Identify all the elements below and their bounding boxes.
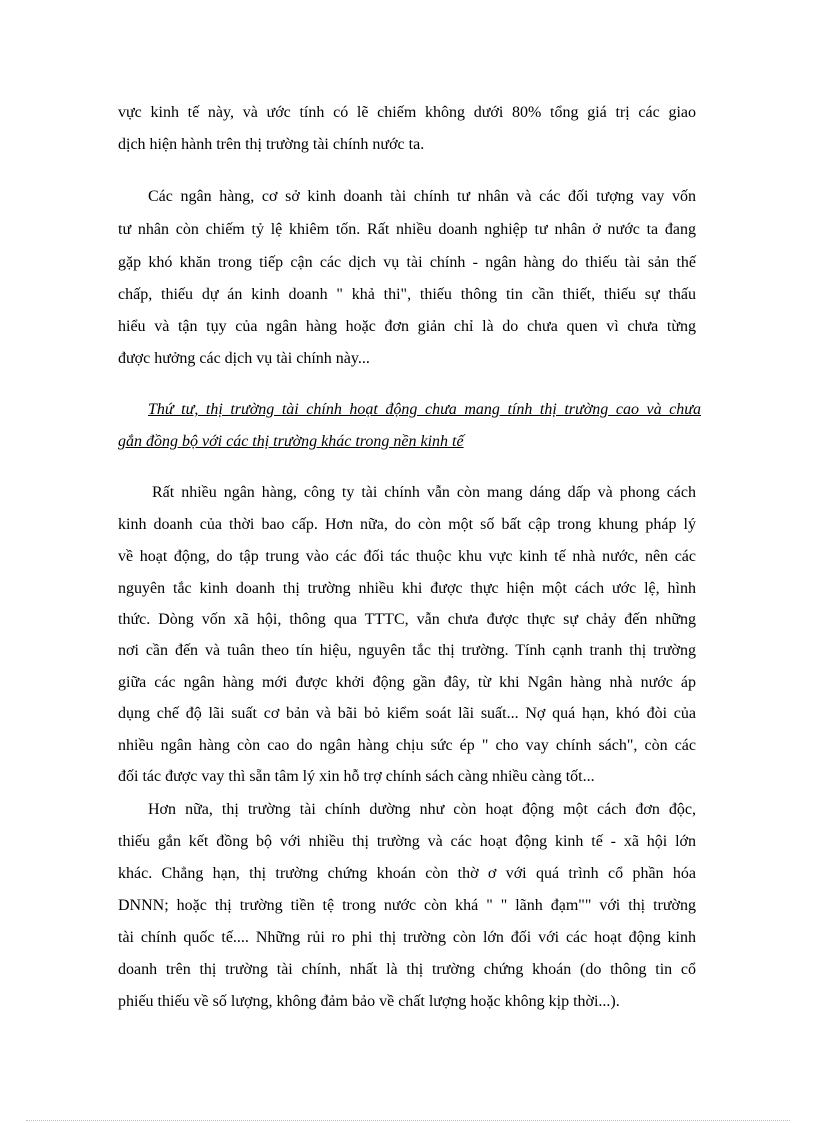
paragraph-2-line-3: gặp khó khăn trong tiếp cận các dịch vụ tài chính - ngân hàng do thiếu tài sản thế (118, 254, 696, 271)
paragraph-4-line-2: thiếu gắn kết đồng bộ với nhiều thị trường và các hoạt động kinh tế - xã hội lớn (118, 833, 696, 850)
paragraph-3-line-6: nơi cần đến và tuân theo tín hiệu, nguyên tắc thị trường. Tính cạnh tranh thị trường (118, 642, 696, 659)
paragraph-1-line-1: vực kinh tế này, và ước tính có lẽ chiếm không dưới 80% tổng giá trị các giao (118, 104, 696, 121)
paragraph-3-line-10: đối tác được vay thì sẵn tâm lý xin hỗ trợ chính sách càng nhiều càng tốt... (118, 768, 595, 785)
paragraph-3-line-9: nhiều ngân hàng còn cao do ngân hàng chịu sức ép " cho vay chính sách", còn các (118, 737, 696, 754)
paragraph-1-line-2: dịch hiện hành trên thị trường tài chính nước ta. (118, 136, 425, 153)
paragraph-2-line-1: Các ngân hàng, cơ sở kinh doanh tài chính tư nhân và các đối tượng vay vốn (148, 188, 696, 205)
paragraph-3-line-3: về hoạt động, do tập trung vào các đối tác thuộc khu vực kinh tế nhà nước, nên các (118, 548, 696, 565)
page-bottom-divider (26, 1120, 790, 1121)
paragraph-2-line-4: chấp, thiếu dự án kinh doanh " khả thi", thiếu thông tin cần thiết, thiếu sự thấu (118, 286, 696, 303)
paragraph-3-line-2: kinh doanh của thời bao cấp. Hơn nữa, do còn một số bất cập trong khung pháp lý (118, 516, 696, 533)
paragraph-4-line-6: doanh trên thị trường tài chính, nhất là thị trường chứng khoán (do thông tin cổ (118, 961, 696, 978)
paragraph-3-line-4: nguyên tắc kinh doanh thị trường nhiều khi được thực hiện một cách ước lệ, hình (118, 580, 696, 597)
paragraph-2-line-2: tư nhân còn chiếm tỷ lệ khiêm tốn. Rất nhiều doanh nghiệp tư nhân ở nước ta đang (118, 221, 696, 238)
section-heading-line-1: Thứ tư, thị trường tài chính hoạt động chưa mang tính thị trường cao và chưa (148, 401, 701, 418)
paragraph-4-line-5: tài chính quốc tế.... Những rủi ro phi thị trường còn lớn đối với các hoạt động kinh (118, 929, 696, 946)
section-heading-line-2: gắn đồng bộ với các thị trường khác trong nền kinh tế (118, 433, 464, 450)
paragraph-2-line-5: hiểu và tận tụy của ngân hàng hoặc đơn giản chỉ là do chưa quen vì chưa từng (118, 318, 696, 335)
paragraph-4-line-4: DNNN; hoặc thị trường tiền tệ trong nước còn khá " " lãnh đạm"" với thị trường (118, 897, 696, 914)
paragraph-3-line-5: thức. Dòng vốn xã hội, thông qua TTTC, vẫn chưa được thực sự chảy đến những (118, 611, 696, 628)
paragraph-3-line-8: dụng chế độ lãi suất cơ bản và bãi bỏ kiểm soát lãi suất... Nợ quá hạn, khó đòi của (118, 705, 696, 722)
paragraph-3-line-7: giữa các ngân hàng mới được khởi động gần đây, từ khi Ngân hàng nhà nước áp (118, 674, 696, 691)
paragraph-2-line-6: được hưởng các dịch vụ tài chính này... (118, 350, 370, 367)
paragraph-3-line-1: Rất nhiều ngân hàng, công ty tài chính vẫn còn mang dáng dấp và phong cách (152, 484, 696, 501)
paragraph-4-line-3: khác. Chẳng hạn, thị trường chứng khoán còn thờ ơ với quá trình cổ phần hóa (118, 865, 696, 882)
paragraph-4-line-1: Hơn nữa, thị trường tài chính dường như còn hoạt động một cách đơn độc, (148, 801, 696, 818)
paragraph-4-line-7: phiếu thiếu về số lượng, không đảm bảo về chất lượng hoặc không kịp thời...). (118, 993, 620, 1010)
